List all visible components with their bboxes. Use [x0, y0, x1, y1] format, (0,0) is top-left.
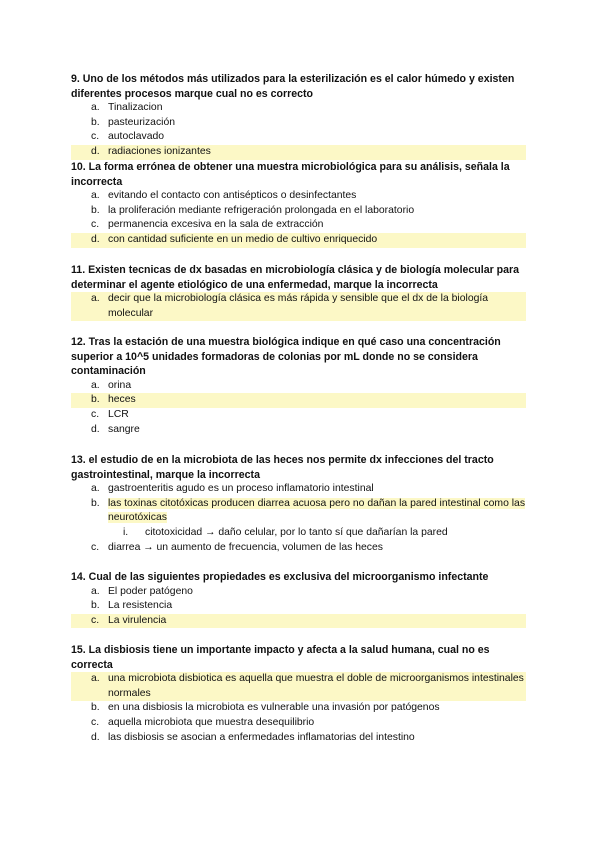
- option-marker: c.: [91, 614, 100, 626]
- option-marker: b.: [91, 116, 100, 128]
- question-12: [71, 335, 526, 437]
- option: [71, 116, 526, 131]
- option-list: [71, 482, 526, 555]
- option: [71, 585, 526, 600]
- option-text: autoclavado: [108, 131, 165, 143]
- option-with-subitem: [71, 497, 526, 541]
- option: [71, 541, 526, 556]
- option-list: [71, 585, 526, 629]
- option-highlighted: [71, 393, 526, 408]
- option: [71, 379, 526, 394]
- option-list: [71, 189, 526, 247]
- option-text: gastroenteritis agudo es un proceso inflamatorio intestinal: [108, 483, 374, 495]
- option: [71, 716, 526, 731]
- question-title: 12. Tras la estación de una muestra biológica indique en qué caso una concentración superior a 10^5 unidades formadoras de colonias por mL donde no se considera contaminación: [71, 336, 501, 378]
- option-text: orina: [108, 379, 132, 391]
- option-text: la proliferación mediante refrigeración prolongada en el laboratorio: [108, 204, 415, 216]
- question-title: 11. Existen tecnicas de dx basadas en microbiología clásica y de biología molecular para determinar el agente etiológico de una enfermedad, marque la incorrecta: [71, 264, 520, 291]
- option-text: pasteurización: [108, 116, 176, 128]
- question-10: [71, 160, 526, 248]
- option-highlighted: [71, 233, 526, 248]
- option-text: El poder patógeno: [108, 585, 193, 597]
- question-title: 14. Cual de las siguientes propiedades es exclusiva del microorganismo infectante: [71, 571, 489, 583]
- option-marker: b.: [91, 394, 100, 406]
- option-marker: b.: [91, 600, 100, 612]
- option: [71, 218, 526, 233]
- option: [71, 731, 526, 746]
- option: [71, 204, 526, 219]
- option-list: [71, 379, 526, 437]
- option-marker: d.: [91, 233, 100, 245]
- question-title: 9. Uno de los métodos más utilizados para la esterilización es el calor húmedo y existen diferentes procesos marque cual no es correcto: [71, 73, 515, 100]
- option: [71, 701, 526, 716]
- option-list: [71, 292, 526, 321]
- option-marker: c.: [91, 716, 100, 728]
- option-text: sangre: [108, 423, 140, 435]
- option-text: con cantidad suficiente en un medio de cultivo enriquecido: [108, 233, 378, 245]
- question-title: 15. La disbiosis tiene un importante impacto y afecta a la salud humana, cual no es correcta: [71, 644, 490, 671]
- option-marker: b.: [91, 702, 100, 714]
- option-highlighted: [71, 614, 526, 629]
- option-text: decir que la microbiología clásica es más rápida y sensible que el dx de la biología molecular: [108, 293, 489, 319]
- option: [71, 599, 526, 614]
- option-text: las disbiosis se asocian a enfermedades inflamatorias del intestino: [108, 731, 415, 743]
- option-marker: d.: [91, 731, 100, 743]
- option-marker: c.: [91, 131, 100, 143]
- option-marker: c.: [91, 408, 100, 420]
- option: [71, 408, 526, 423]
- option-marker: b.: [91, 204, 100, 216]
- option-marker: c.: [91, 219, 100, 231]
- option-text: permanencia excesiva en la sala de extracción: [108, 219, 324, 231]
- option-text: La virulencia: [108, 614, 167, 626]
- option-text: radiaciones ionizantes: [108, 145, 211, 157]
- option-text: en una disbiosis la microbiota es vulnerable una invasión por patógenos: [108, 702, 440, 714]
- option: [71, 423, 526, 438]
- option: [71, 101, 526, 116]
- sub-option-list: [108, 526, 526, 541]
- question-title: 10. La forma errónea de obtener una muestra microbiológica para su análisis, señala la incorrecta: [71, 161, 510, 188]
- option-highlighted: [71, 292, 526, 321]
- option-text: aquella microbiota que muestra desequilibrio: [108, 716, 315, 728]
- option-marker: c.: [91, 541, 100, 553]
- question-9: [71, 72, 526, 160]
- question-15: [71, 643, 526, 745]
- option-text: LCR: [108, 408, 129, 420]
- option-marker: a.: [91, 293, 100, 305]
- sub-option-marker: i.: [123, 526, 129, 538]
- option-list: [71, 101, 526, 159]
- question-13: [71, 453, 526, 555]
- question-title: 13. el estudio de en la microbiota de las heces nos permite dx infecciones del tracto gastrointestinal, marque la incorrecta: [71, 454, 494, 481]
- sub-option: [71, 526, 526, 541]
- option-text: La resistencia: [108, 600, 173, 612]
- option-marker: a.: [91, 190, 100, 202]
- option-text: Tinalizacion: [108, 102, 163, 114]
- question-11: [71, 263, 526, 321]
- option-list: [71, 672, 526, 745]
- option-text: diarrea → un aumento de frecuencia, volumen de las heces: [108, 541, 383, 553]
- option-marker: b.: [91, 497, 100, 509]
- option-marker: a.: [91, 102, 100, 114]
- option-highlighted: [71, 145, 526, 160]
- option-marker: d.: [91, 145, 100, 157]
- option-text-highlighted: las toxinas citotóxicas producen diarrea acuosa pero no dañan la pared intestinal como las neurotóxicas: [108, 497, 526, 524]
- option-text: una microbiota disbiotica es aquella que muestra el doble de microorganismos intestinales normales: [108, 673, 524, 699]
- option: [71, 189, 526, 204]
- option-marker: a.: [91, 379, 100, 391]
- option: [71, 130, 526, 145]
- question-14: [71, 570, 526, 628]
- option-marker: d.: [91, 423, 100, 435]
- option-marker: a.: [91, 585, 100, 597]
- option-marker: a.: [91, 673, 100, 685]
- option-marker: a.: [91, 483, 100, 495]
- option: [71, 482, 526, 497]
- sub-option-text: citotoxicidad → daño celular, por lo tanto sí que dañarían la pared: [145, 526, 448, 538]
- option-text: evitando el contacto con antisépticos o desinfectantes: [108, 190, 357, 202]
- option-text: heces: [108, 394, 136, 406]
- option-highlighted: [71, 672, 526, 701]
